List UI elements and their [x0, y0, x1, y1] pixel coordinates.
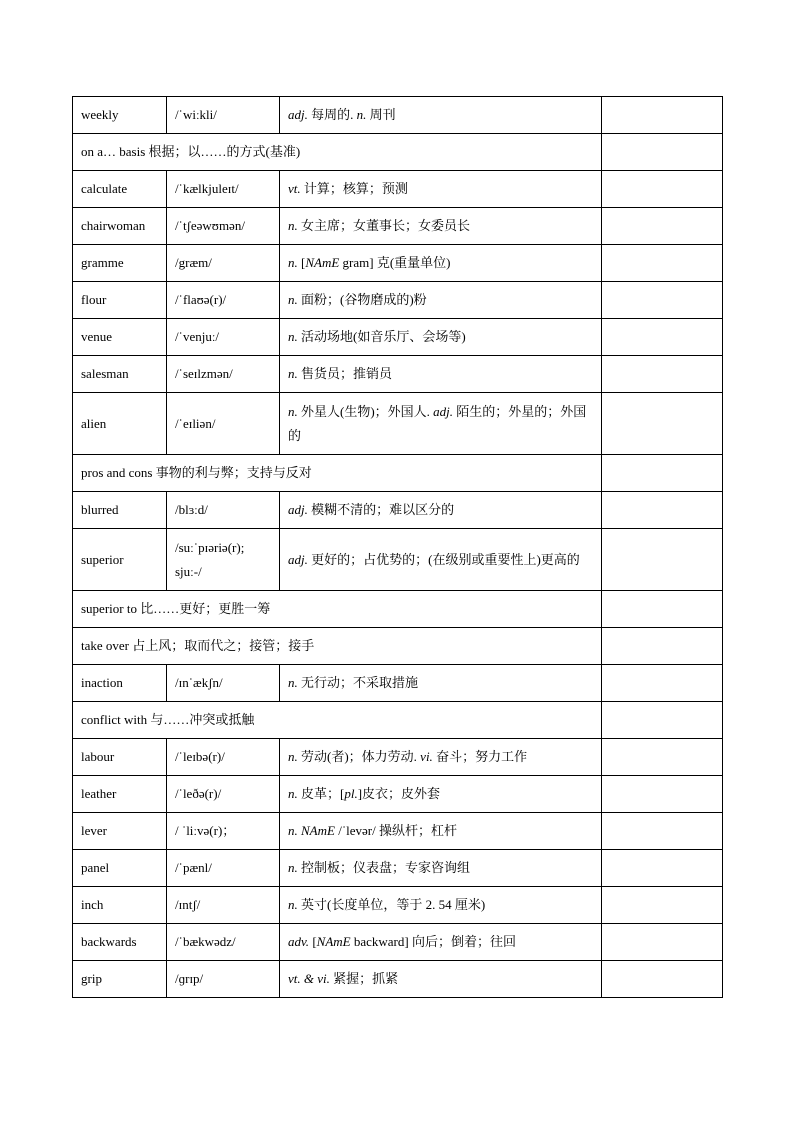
meaning-text: [ [309, 934, 317, 949]
phonetic-cell: /ˈwiːkli/ [167, 97, 280, 134]
part-of-speech-label: n. NAmE [288, 823, 335, 838]
word-row [73, 208, 723, 245]
phonetic-cell: /ɪnˈækʃn/ [167, 665, 280, 702]
part-of-speech-label: adj. [288, 502, 308, 517]
meaning-cell [280, 776, 602, 813]
meaning-cell [280, 492, 602, 529]
meaning-cell [280, 356, 602, 393]
word-cell: alien [73, 393, 167, 455]
meaning-cell [280, 208, 602, 245]
word-cell: chairwoman [73, 208, 167, 245]
vocabulary-table [72, 96, 723, 998]
blank-notes-cell [602, 356, 723, 393]
word-cell: calculate [73, 171, 167, 208]
meaning-text: 皮革；[ [297, 786, 345, 801]
meaning-cell [280, 813, 602, 850]
word-row [73, 319, 723, 356]
phonetic-cell: / ˈliːvə(r)； [167, 813, 280, 850]
phonetic-cell: /græm/ [167, 245, 280, 282]
blank-notes-cell [602, 887, 723, 924]
blank-notes-cell [602, 97, 723, 134]
phonetic-cell: /blɜːd/ [167, 492, 280, 529]
part-of-speech-label: n. [288, 255, 298, 270]
part-of-speech-label: n. [356, 107, 367, 122]
word-cell: superior [73, 529, 167, 591]
part-of-speech-label: NAmE [316, 934, 351, 949]
meaning-text: 面粉；(谷物磨成的)粉 [297, 292, 427, 307]
word-cell: grip [73, 961, 167, 998]
part-of-speech-label: adj. [288, 551, 308, 567]
blank-notes-cell [602, 171, 723, 208]
phonetic-cell: /ɡrɪp/ [167, 961, 280, 998]
meaning-cell [280, 97, 602, 134]
blank-notes-cell [602, 319, 723, 356]
meaning-text: [ [297, 255, 306, 270]
part-of-speech-label: pl. [344, 786, 358, 801]
word-row [73, 245, 723, 282]
meaning-text: 奋斗；努力工作 [432, 749, 528, 764]
meaning-text: 劳动(者)；体力劳动. [297, 749, 421, 764]
blank-notes-cell [602, 492, 723, 529]
blank-notes-cell [602, 961, 723, 998]
meaning-text: 更好的；占优势的；(在级别或重要性上)更高的 [307, 551, 580, 567]
meaning-text: 控制板；仪表盘；专家咨询组 [297, 860, 471, 875]
phonetic-cell: /ˈleɪbə(r)/ [167, 739, 280, 776]
meaning-text: 计算；核算；预测 [300, 181, 408, 196]
word-row [73, 961, 723, 998]
word-row [73, 356, 723, 393]
phrase-row [73, 134, 723, 171]
word-cell: inaction [73, 665, 167, 702]
meaning-text: 陌生的；外星的；外国的 [288, 403, 587, 443]
word-cell: weekly [73, 97, 167, 134]
meaning-cell [280, 850, 602, 887]
blank-notes-cell [602, 455, 723, 492]
blank-notes-cell [602, 665, 723, 702]
part-of-speech-label: n. [288, 366, 298, 381]
part-of-speech-label: n. [288, 218, 298, 233]
phonetic-cell: /ɪntʃ/ [167, 887, 280, 924]
meaning-cell [280, 393, 602, 455]
part-of-speech-label: adv. [288, 934, 310, 949]
word-cell: leather [73, 776, 167, 813]
phrase-row [73, 591, 723, 628]
part-of-speech-label: n. [288, 897, 298, 912]
meaning-text: 英寸(长度单位，等于 2. 54 厘米) [297, 897, 486, 912]
word-cell: blurred [73, 492, 167, 529]
blank-notes-cell [602, 393, 723, 455]
phonetic-cell: /ˈflaʊə(r)/ [167, 282, 280, 319]
meaning-cell [280, 739, 602, 776]
word-cell: flour [73, 282, 167, 319]
part-of-speech-label: adj. [288, 107, 308, 122]
meaning-cell [280, 961, 602, 998]
blank-notes-cell [602, 776, 723, 813]
meaning-text: 无行动；不采取措施 [297, 675, 419, 690]
meaning-cell [280, 529, 602, 591]
part-of-speech-label: vi. [420, 749, 433, 764]
blank-notes-cell [602, 850, 723, 887]
blank-notes-cell [602, 924, 723, 961]
part-of-speech-label: n. [288, 860, 298, 875]
phrase-cell: superior to 比……更好；更胜一筹 [73, 591, 602, 628]
meaning-text: /ˈlevər/ 操纵杆；杠杆 [334, 823, 457, 838]
blank-notes-cell [602, 813, 723, 850]
word-row [73, 776, 723, 813]
part-of-speech-label: n. [288, 786, 298, 801]
word-row [73, 739, 723, 776]
meaning-text: 模糊不清的；难以区分的 [307, 502, 455, 517]
part-of-speech-label: n. [288, 292, 298, 307]
word-cell: salesman [73, 356, 167, 393]
meaning-cell [280, 319, 602, 356]
blank-notes-cell [602, 208, 723, 245]
word-row [73, 492, 723, 529]
phonetic-cell: /ˈvenjuː/ [167, 319, 280, 356]
meaning-text: 紧握；抓紧 [329, 971, 399, 986]
word-row [73, 813, 723, 850]
phonetic-cell: /ˈeɪliən/ [167, 393, 280, 455]
meaning-text: 外星人(生物)；外国人. [297, 403, 434, 419]
word-row [73, 529, 723, 591]
phonetic-cell: /ˈseɪlzmən/ [167, 356, 280, 393]
blank-notes-cell [602, 628, 723, 665]
word-row [73, 393, 723, 455]
word-row [73, 850, 723, 887]
phonetic-cell: /ˈleðə(r)/ [167, 776, 280, 813]
blank-notes-cell [602, 591, 723, 628]
meaning-cell [280, 887, 602, 924]
meaning-text: 活动场地(如音乐厅、会场等) [297, 329, 466, 344]
meaning-cell [280, 924, 602, 961]
part-of-speech-label: adj. [433, 403, 454, 419]
phrase-row [73, 702, 723, 739]
meaning-text: 女主席；女董事长；女委员长 [297, 218, 471, 233]
word-cell: labour [73, 739, 167, 776]
meaning-text: backward] 向后；倒着；往回 [350, 934, 516, 949]
blank-notes-cell [602, 245, 723, 282]
word-row [73, 171, 723, 208]
word-cell: venue [73, 319, 167, 356]
phonetic-cell: /ˈkælkjuleɪt/ [167, 171, 280, 208]
meaning-text: gram] 克(重量单位) [339, 255, 451, 270]
phonetic-cell: /ˈpænl/ [167, 850, 280, 887]
phrase-cell: take over 占上风；取而代之；接管；接手 [73, 628, 602, 665]
phrase-cell: conflict with 与……冲突或抵触 [73, 702, 602, 739]
phrase-row [73, 455, 723, 492]
phonetic-cell: /ˈbækwədz/ [167, 924, 280, 961]
part-of-speech-label: n. [288, 675, 298, 690]
phonetic-cell: /suːˈpɪəriə(r); sjuː-/ [167, 529, 280, 591]
meaning-cell [280, 282, 602, 319]
phrase-cell: pros and cons 事物的利与弊；支持与反对 [73, 455, 602, 492]
part-of-speech-label: vt. & vi. [288, 971, 330, 986]
word-cell: panel [73, 850, 167, 887]
part-of-speech-label: NAmE [305, 255, 340, 270]
meaning-text: 售货员；推销员 [297, 366, 393, 381]
part-of-speech-label: n. [288, 403, 298, 419]
word-row [73, 282, 723, 319]
word-cell: inch [73, 887, 167, 924]
blank-notes-cell [602, 529, 723, 591]
meaning-cell [280, 665, 602, 702]
blank-notes-cell [602, 702, 723, 739]
phonetic-cell: /ˈtʃeəwʊmən/ [167, 208, 280, 245]
word-row [73, 887, 723, 924]
meaning-cell [280, 245, 602, 282]
word-cell: gramme [73, 245, 167, 282]
word-cell: backwards [73, 924, 167, 961]
blank-notes-cell [602, 282, 723, 319]
word-cell: lever [73, 813, 167, 850]
word-row [73, 665, 723, 702]
meaning-text: 周刊 [366, 107, 396, 122]
blank-notes-cell [602, 739, 723, 776]
part-of-speech-label: n. [288, 749, 298, 764]
vocabulary-table-body [73, 97, 723, 998]
blank-notes-cell [602, 134, 723, 171]
phrase-row [73, 628, 723, 665]
part-of-speech-label: vt. [288, 181, 301, 196]
meaning-text: 每周的. [307, 107, 357, 122]
part-of-speech-label: n. [288, 329, 298, 344]
word-row [73, 924, 723, 961]
phrase-cell: on a… basis 根据；以……的方式(基准) [73, 134, 602, 171]
meaning-text: ]皮衣；皮外套 [357, 786, 441, 801]
meaning-cell [280, 171, 602, 208]
word-row [73, 97, 723, 134]
